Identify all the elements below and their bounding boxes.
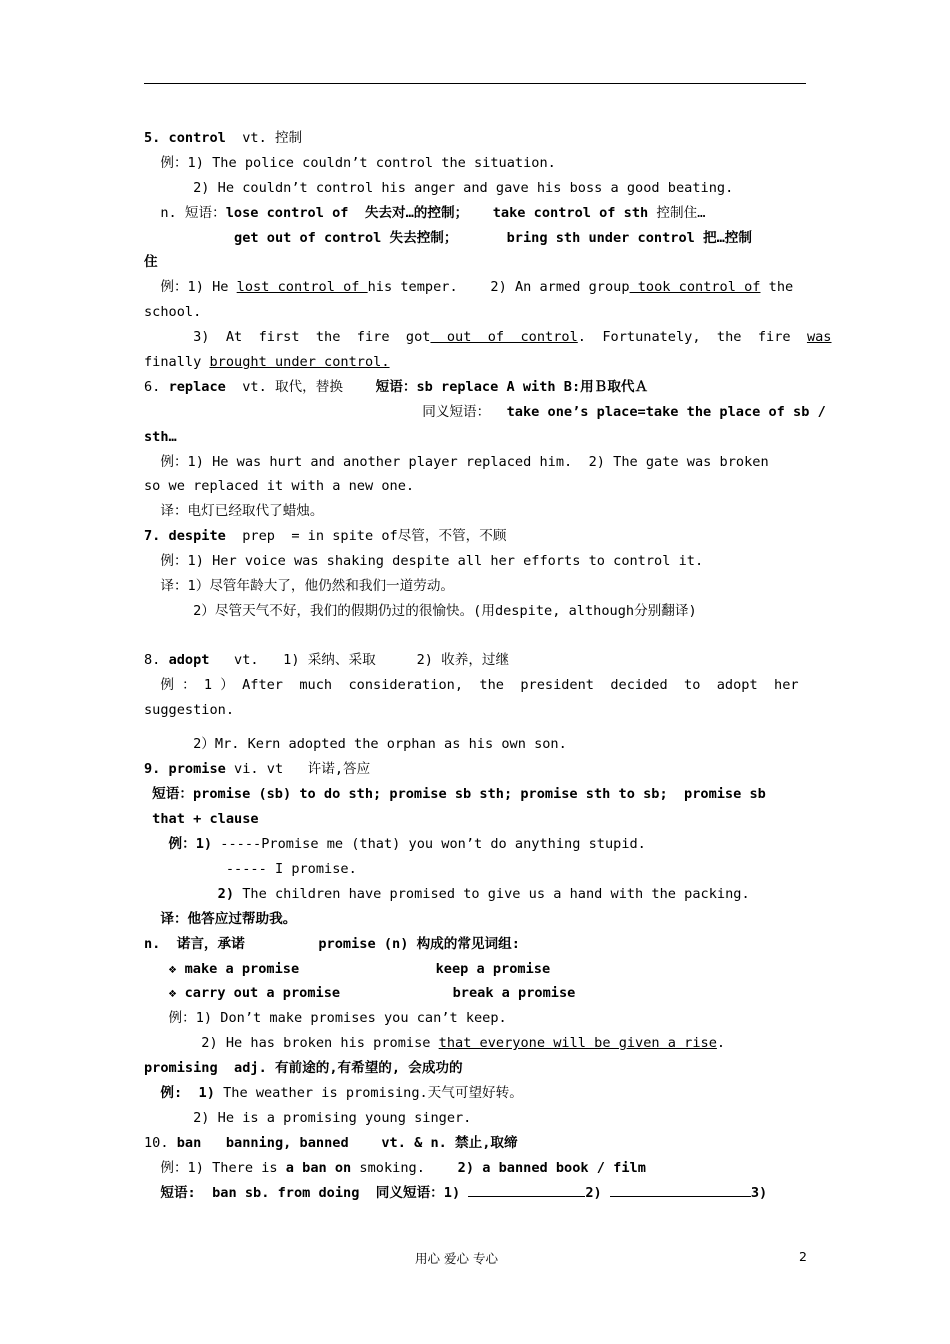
example-line: 例：1) He lost control of his temper. 2) An armed group took control of the — [144, 279, 794, 296]
example-line-wrap: finally brought under control. — [144, 354, 390, 371]
headword-replace: replace — [168, 378, 226, 395]
phrase-line-wrap: 住 — [144, 254, 158, 271]
example-line: 例：1) There is a ban on smoking. 2) a banned book / film — [144, 1159, 646, 1176]
example-line-wrap: so we replaced it with a new one. — [144, 478, 415, 495]
example-line-wrap: suggestion. — [144, 701, 235, 718]
headword-adopt: adopt — [168, 651, 210, 668]
collocation-row: ❖ make a promise keep a promise — [168, 960, 551, 977]
headword-control: 5. control — [144, 130, 226, 146]
diamond-bullet-icon: ❖ — [168, 961, 177, 977]
translation-line: 译：电灯已经取代了蜡烛。 — [144, 503, 324, 520]
translation-line: 译：1）尽管年龄大了，他仍然和我们一道劳动。 — [144, 578, 455, 595]
spacer — [144, 722, 808, 732]
entry-replace-head: 6. replace vt. 取代，替换 短语：sb replace A with B:用Ｂ取代Ａ — [144, 378, 649, 395]
headword-despite: 7. despite — [144, 528, 226, 545]
answer-blank[interactable] — [610, 1182, 751, 1197]
collocation-row: ❖ carry out a promise break a promise — [168, 985, 576, 1002]
example-line-wrap: school. — [144, 304, 202, 321]
noun-sense-line: n. 诺言，承诺 promise (n) 构成的常见词组: — [144, 935, 520, 952]
entry-ban-head: 10. ban banning, banned vt. & n. 禁止,取缔 — [144, 1134, 518, 1151]
headword-promise: 9. promise — [144, 761, 226, 778]
synonym-line-wrap: sth… — [144, 428, 177, 445]
example-line: 3) At first the fire got out of control. Fortunately, the fire was — [144, 329, 832, 346]
example-line: 例：1) Her voice was shaking despite all her efforts to control it. — [144, 553, 704, 570]
entry-control-head — [144, 126, 808, 151]
answer-blank[interactable] — [468, 1182, 585, 1197]
phrase-line: get out of control 失去控制； bring sth under control 把…控制 — [144, 229, 752, 246]
phrase-line: 短语：promise (sb) to do sth; promise sb sth; promise sth to sb; promise sb — [144, 786, 766, 803]
spacer — [144, 624, 808, 648]
example-line: 2）Mr. Kern adopted the orphan as his own son. — [144, 736, 567, 753]
entry-promise-head: 9. promise vi. vt 许诺,答应 — [144, 761, 371, 778]
phrase-line: n. 短语：lose control of 失去对…的控制； take control of sth 控制住… — [144, 204, 706, 221]
page-number: 2 — [799, 1249, 807, 1264]
translation-line: 译：他答应过帮助我。 — [144, 910, 297, 927]
headword-ban: ban — [176, 1134, 202, 1151]
pos-control: vt. 控制 — [225, 130, 303, 146]
example-line: 例：1) He was hurt and another player replaced him. 2) The gate was broken — [144, 453, 769, 470]
example-line: 例: 1) The weather is promising.天气可望好转。 — [144, 1084, 523, 1101]
adjective-line: promising adj. 有前途的,有希望的, 会成功的 — [144, 1060, 463, 1077]
example-line: 2) The children have promised to give us a hand with the packing. — [144, 885, 750, 902]
diamond-bullet-icon: ❖ — [168, 986, 177, 1002]
example-line: 例 ： 1 ） After much consideration, the president decided to adopt her — [144, 676, 799, 693]
phrase-line-wrap: that + clause — [144, 811, 259, 828]
example-line: 例：1) Don’t make promises you can’t keep. — [144, 1010, 507, 1027]
example-line: ----- I promise. — [144, 860, 357, 877]
example-line: 2) He couldn’t control his anger and gave his boss a good beating. — [144, 179, 734, 196]
example-line: 2) He has broken his promise that everyone will be given a rise. — [144, 1035, 726, 1052]
synonym-line: 同义短语： take one’s place=take the place of sb / — [144, 403, 826, 420]
translation-line: 2）尽管天气不好，我们的假期仍过的很愉快。(用despite, although分别翻译) — [144, 602, 697, 619]
example-line: 例：1) The police couldn’t control the situation. — [144, 154, 556, 171]
document-body — [144, 126, 832, 1205]
entry-despite-head: 7. despite prep = in spite of尽管，不管，不顾 — [144, 528, 507, 545]
header-rule — [144, 83, 806, 84]
example-line: 2) He is a promising young singer. — [144, 1109, 472, 1126]
footer-text: 用心 爱心 专心 — [415, 1251, 498, 1266]
entry-adopt-head: 8. adopt vt. 1) 采纳、采取 2) 收养，过继 — [144, 651, 510, 668]
example-line: 例：1) -----Promise me (that) you won’t do anything stupid. — [144, 836, 646, 853]
phrase-line: 短语: ban sb. from doing 同义短语：1) 2) 3) — [144, 1181, 808, 1206]
